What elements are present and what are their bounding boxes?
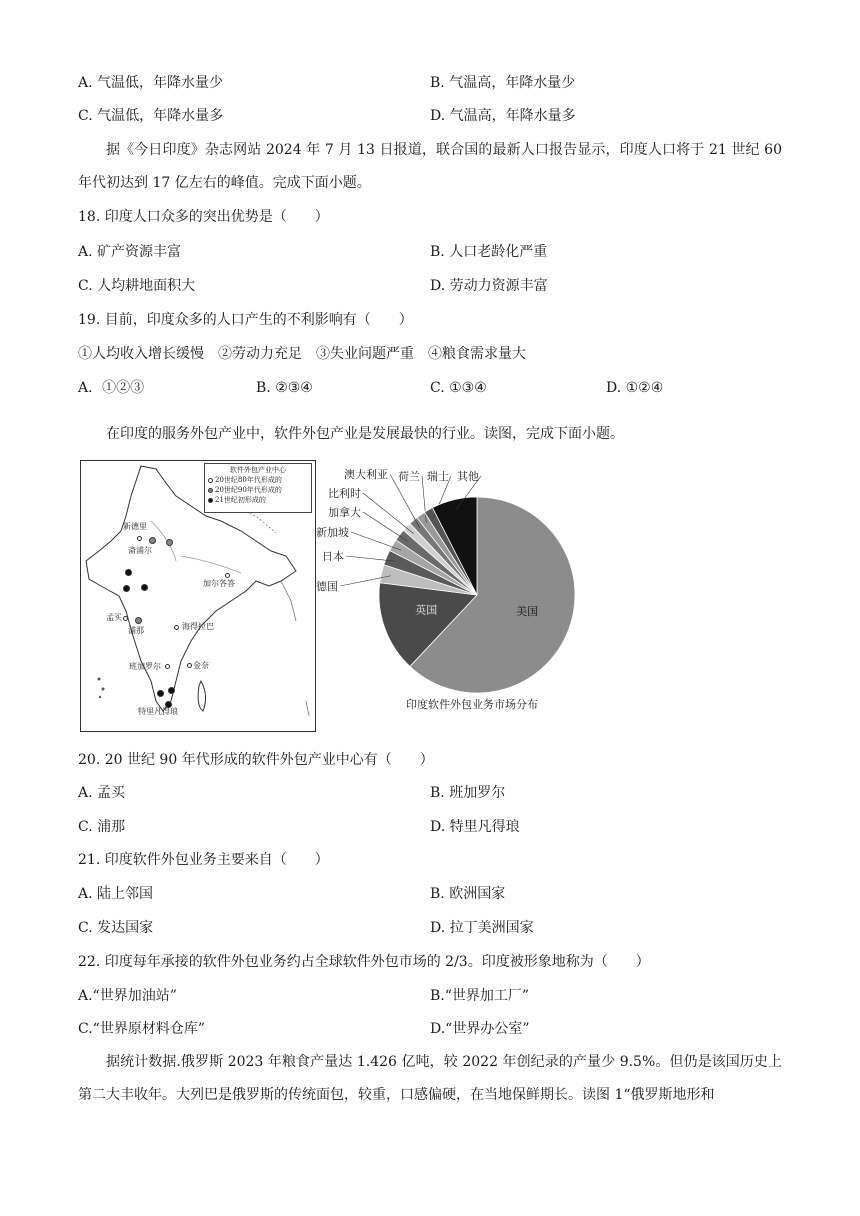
passage-software-outsourcing: 在印度的服务外包产业中，软件外包产业是发展最快的行业。读图，完成下面小题。: [106, 426, 624, 442]
city-marker-hyderabad: [174, 625, 179, 630]
pie-label-6: 比利时: [328, 487, 361, 500]
legend-row-21c: [208, 495, 308, 505]
city-marker-delhi-2: [166, 539, 173, 546]
q20-option-d: D. 特里凡得琅: [430, 819, 520, 835]
pie-label-0: 美国: [516, 604, 539, 618]
q19-stem: 19. 目前，印度众多的人口产生的不利影响有（ ）: [78, 312, 413, 328]
q20-option-c: C. 浦那: [78, 819, 126, 835]
pie-label-4: 新加坡: [316, 526, 349, 539]
city-marker-21c-1: [125, 569, 132, 576]
pie-leader-line-4: [351, 532, 401, 550]
city-label-kolkata: 加尔各答: [203, 579, 235, 588]
legend-80s-label: 20世纪80年代形成的: [215, 476, 282, 484]
hollow-dot-icon: [208, 478, 213, 483]
software-market-pie-chart: [314, 460, 584, 710]
q19-items: ①人均收入增长缓慢 ②劳动力充足 ③失业问题严重 ④粮食需求量大: [78, 346, 526, 362]
figure-india-software: [80, 460, 580, 732]
pie-label-9: 瑞士: [427, 470, 449, 483]
legend-21c-label: 21世纪初形成的: [215, 496, 266, 504]
q18-option-a: A. 矿产资源丰富: [78, 244, 182, 260]
q22-option-b: B.“世界加工厂”: [430, 988, 530, 1004]
city-marker-21c-3: [141, 584, 148, 591]
pie-leader-line-5: [363, 512, 407, 541]
q17-option-c: C. 气温低，年降水量多: [78, 108, 224, 124]
pie-label-5: 加拿大: [328, 506, 361, 519]
q18-option-d: D. 劳动力资源丰富: [430, 278, 548, 294]
q21-option-b: B. 欧洲国家: [430, 886, 506, 902]
pie-label-1: 英国: [415, 603, 438, 617]
city-marker-chennai: [187, 663, 192, 668]
q20-option-b: B. 班加罗尔: [430, 785, 506, 801]
q21-option-c: C. 发达国家: [78, 920, 154, 936]
black-dot-icon: [208, 498, 213, 503]
city-marker-new-delhi: [137, 536, 142, 541]
city-marker-21c-2: [123, 585, 130, 592]
city-label-bangalore: 班加罗尔: [129, 662, 161, 671]
map-legend: [204, 463, 312, 513]
city-marker-pune: [135, 617, 142, 624]
q21-option-a: A. 陆上邻国: [78, 886, 154, 902]
q19-option-a: A．①②③: [78, 380, 145, 396]
pie-leader-line-6: [363, 493, 414, 534]
city-label-pune: 浦那: [128, 626, 144, 635]
q19-option-c: C. ①③④: [430, 380, 487, 396]
legend-row-90s: [208, 485, 308, 495]
gray-dot-icon: [208, 488, 213, 493]
q21-option-d: D. 拉丁美洲国家: [430, 920, 534, 936]
city-marker-bangalore: [165, 664, 170, 669]
q18-stem: 18. 印度人口众多的突出优势是（ ）: [78, 209, 329, 225]
india-map: [80, 460, 316, 732]
city-marker-mumbai: [123, 616, 128, 621]
city-marker-noida: [149, 537, 156, 544]
pie-label-3: 日本: [322, 550, 344, 563]
city-label-trivandrum: 特里凡得琅: [138, 707, 178, 716]
city-label-new-delhi: 新德里: [123, 522, 147, 531]
legend-title: 软件外包产业中心: [230, 466, 286, 474]
pie-label-2: 德国: [316, 580, 338, 593]
q21-stem: 21. 印度软件外包业务主要来自（ ）: [78, 852, 329, 868]
q20-option-a: A. 孟买: [78, 785, 126, 801]
city-label-chennai: 金奈: [193, 661, 209, 670]
q22-option-a: A.“世界加油站”: [78, 988, 177, 1004]
q17-option-b: B. 气温高，年降水量少: [430, 75, 576, 91]
q22-option-d: D.“世界办公室”: [430, 1021, 530, 1037]
pie-label-7: 澳大利亚: [344, 468, 388, 481]
q18-option-b: B. 人口老龄化严重: [430, 244, 548, 260]
q19-option-b: B. ②③④: [256, 380, 313, 396]
q19-option-d: D. ①②④: [606, 380, 664, 396]
city-label-mumbai: 孟买: [106, 613, 122, 622]
legend-90s-label: 20世纪90年代形成的: [215, 486, 282, 494]
pie-label-10: 其他: [457, 470, 479, 483]
passage-india-population: 据《今日印度》杂志网站 2024 年 7 月 13 日报道，联合国的最新人口报告显示，印度人口将于 21 世纪 60 年代初达到 17 亿左右的峰值。完成下面小题。: [78, 142, 782, 191]
legend-row-80s: [208, 475, 308, 485]
passage-russia-grain: 据统计数据.俄罗斯 2023 年粮食产量达 1.426 亿吨，较 2022 年创纪录的产量少 9.5%。但仍是该国历史上第二大丰收年。大列巴是俄罗斯的传统面包，较重，口感偏硬，在当地保鲜期长。读图 1“俄罗斯地形和: [78, 1054, 782, 1103]
q17-option-d: D. 气温高，年降水量多: [430, 108, 576, 124]
city-label-hyderabad: 海得拉巴: [182, 622, 214, 631]
pie-chart-title: 印度软件外包业务市场分布: [406, 698, 538, 711]
pie-label-8: 荷兰: [398, 470, 420, 483]
city-label-noida: 斋浦尔: [128, 546, 152, 555]
q18-option-c: C. 人均耕地面积大: [78, 278, 196, 294]
q22-stem: 22. 印度每年承接的软件外包业务约占全球软件外包市场的 2/3。印度被形象地称为（ ）: [78, 954, 650, 970]
city-marker-21c-4: [157, 690, 164, 697]
q20-stem: 20. 20 世纪 90 年代形成的软件外包产业中心有（ ）: [78, 752, 434, 768]
q17-option-a: A. 气温低，年降水量少: [78, 75, 224, 91]
q22-option-c: C.“世界原材料仓库”: [78, 1021, 205, 1037]
city-marker-21c-5: [168, 687, 175, 694]
